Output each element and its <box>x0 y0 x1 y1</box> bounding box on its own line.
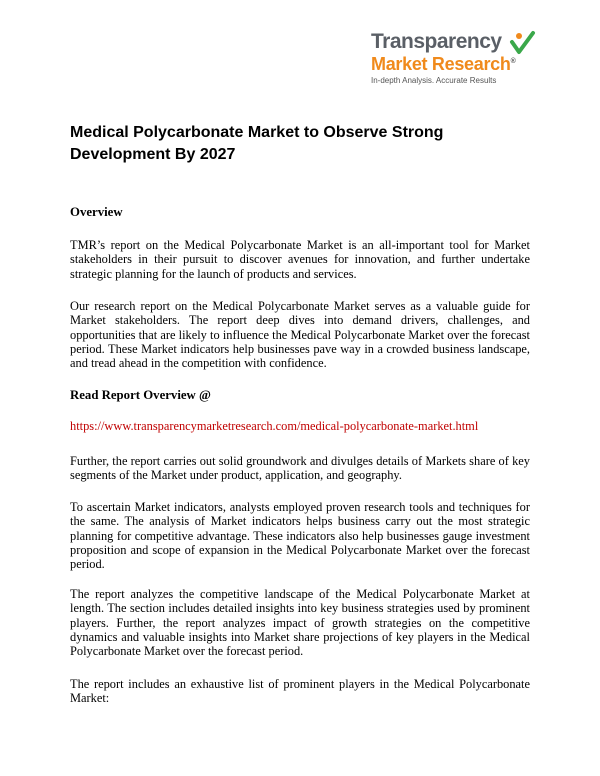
document-title: Medical Polycarbonate Market to Observe Strong Development By 2027 <box>70 124 444 163</box>
logo-tagline: In-depth Analysis. Accurate Results <box>371 76 497 85</box>
paragraph-competitive-landscape: The report analyzes the competitive landscape of the Medical Polycarbonate Market at length. The section includes detailed insights into key business strategies used by prominent players. Further, the report analyzes impact of growth strategies on the competitive dynamics and valuable insights into Market share projections of key players in the Medical Polycarbonate Market over the forecast period. <box>70 587 530 659</box>
paragraph-intro: TMR’s report on the Medical Polycarbonate Market is an all-important tool for Market stakeholders in their pursuit to discover avenues for innovation, and further undertake strategic planning for the launch of products and services. <box>70 238 530 281</box>
read-report-heading: Read Report Overview @ <box>70 388 211 402</box>
logo-wordmark-transparency: Transparency <box>371 30 502 53</box>
paragraph-research-guide: Our research report on the Medical Polycarbonate Market serves as a valuable guide for Market stakeholders. The report deep dives into demand drivers, challenges, and opportunities that are likely to influence the Medical Polycarbonate Market over the forecast period. These Market indicators help businesses pave way in a crowded business landscape, and tread ahead in the competition with confidence. <box>70 299 530 371</box>
company-logo <box>371 30 536 100</box>
paragraph-market-indicators: To ascertain Market indicators, analysts employed proven research tools and techniques for the same. The analysis of Market indicators helps business carry out the most strategic planning for competitive advantage. These indicators also help businesses gauge investment proposition and scope of expansion in the Medical Polycarbonate Market over the forecast period. <box>70 500 530 572</box>
report-link[interactable]: https://www.transparencymarketresearch.com/medical-polycarbonate-market.html <box>70 419 479 433</box>
paragraph-prominent-players: The report includes an exhaustive list of prominent players in the Medical Polycarbonate Market: <box>70 677 530 706</box>
logo-wordmark-market-research: Market Research® <box>371 54 516 74</box>
paragraph-groundwork: Further, the report carries out solid groundwork and divulges details of Markets share of key segments of the Market under product, application, and geography. <box>70 454 530 483</box>
overview-heading: Overview <box>70 205 123 219</box>
